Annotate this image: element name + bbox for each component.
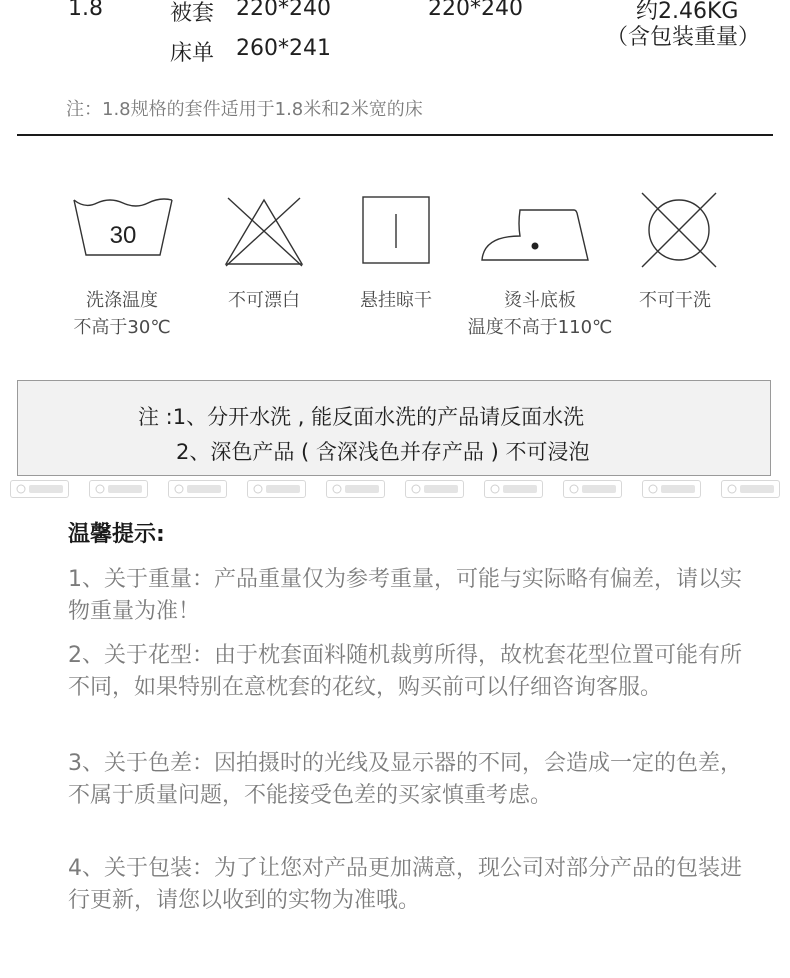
care-label-iron: 烫斗底板 温度不高于110℃: [467, 290, 613, 338]
watermark-icon: [395, 479, 474, 499]
watermark-icon: [711, 479, 790, 499]
watermark-icon: [0, 479, 79, 499]
watermark-icon: [553, 479, 632, 499]
washing-notice-box: [17, 380, 771, 476]
quilt-cover-label: 被套: [170, 1, 215, 26]
watermark-icon: [79, 479, 158, 499]
tip-color: 3、关于色差：因拍摄时的光线及显示器的不同，会造成一定的色差，不属于质量问题，不能接受色差的买家慎重考虑。: [68, 751, 742, 808]
watermark-icon: [632, 479, 711, 499]
spec-size: 1.8: [68, 0, 103, 21]
wash-temp-value: 30: [109, 222, 137, 249]
divider: [17, 134, 773, 136]
weight-note: （含包装重量）: [606, 25, 761, 50]
wash-30-icon: [72, 197, 174, 259]
no-dry-clean-icon: [638, 189, 720, 271]
tip-packaging: 4、关于包装：为了让您对产品更加满意，现公司对部分产品的包装进行更新，请您以收到的实物为准哦。: [68, 856, 742, 913]
iron-low-icon: [480, 206, 590, 262]
notice-line-2: 2、深色产品 ( 含深浅色并存产品 ) 不可浸泡: [176, 440, 590, 464]
sheet-size: 260*241: [236, 36, 331, 61]
watermark-strip: [0, 479, 790, 501]
weight-value: 约2.46KG: [636, 0, 739, 24]
notice-line-1: 注 :1、分开水洗 , 能反面水洗的产品请反面水洗: [138, 405, 585, 429]
care-label-wash: 洗涤温度 不高于30℃: [73, 290, 171, 338]
watermark-icon: [316, 479, 395, 499]
watermark-icon: [158, 479, 237, 499]
tip-pattern: 2、关于花型：由于枕套面料随机裁剪所得，故枕套花型位置可能有所不同，如果特别在意枕套的花纹，购买前可以仔细咨询客服。: [68, 643, 742, 700]
size-note: 注：1.8规格的套件适用于1.8米和2米宽的床: [66, 99, 423, 120]
tips-title: 温馨提示:: [68, 522, 165, 547]
watermark-icon: [237, 479, 316, 499]
care-label-dry: 悬挂晾干: [360, 290, 432, 311]
core-size: 220*240: [428, 0, 523, 21]
watermark-icon: [474, 479, 553, 499]
care-label-bleach: 不可漂白: [228, 290, 300, 311]
care-label-dry-clean: 不可干洗: [639, 290, 711, 311]
sheet-label: 床单: [170, 41, 215, 66]
no-bleach-icon: [222, 196, 306, 268]
tip-weight: 1、关于重量：产品重量仅为参考重量，可能与实际略有偏差，请以实物重量为准！: [68, 567, 742, 624]
quilt-cover-size: 220*240: [236, 0, 331, 21]
line-dry-icon: [362, 196, 430, 264]
